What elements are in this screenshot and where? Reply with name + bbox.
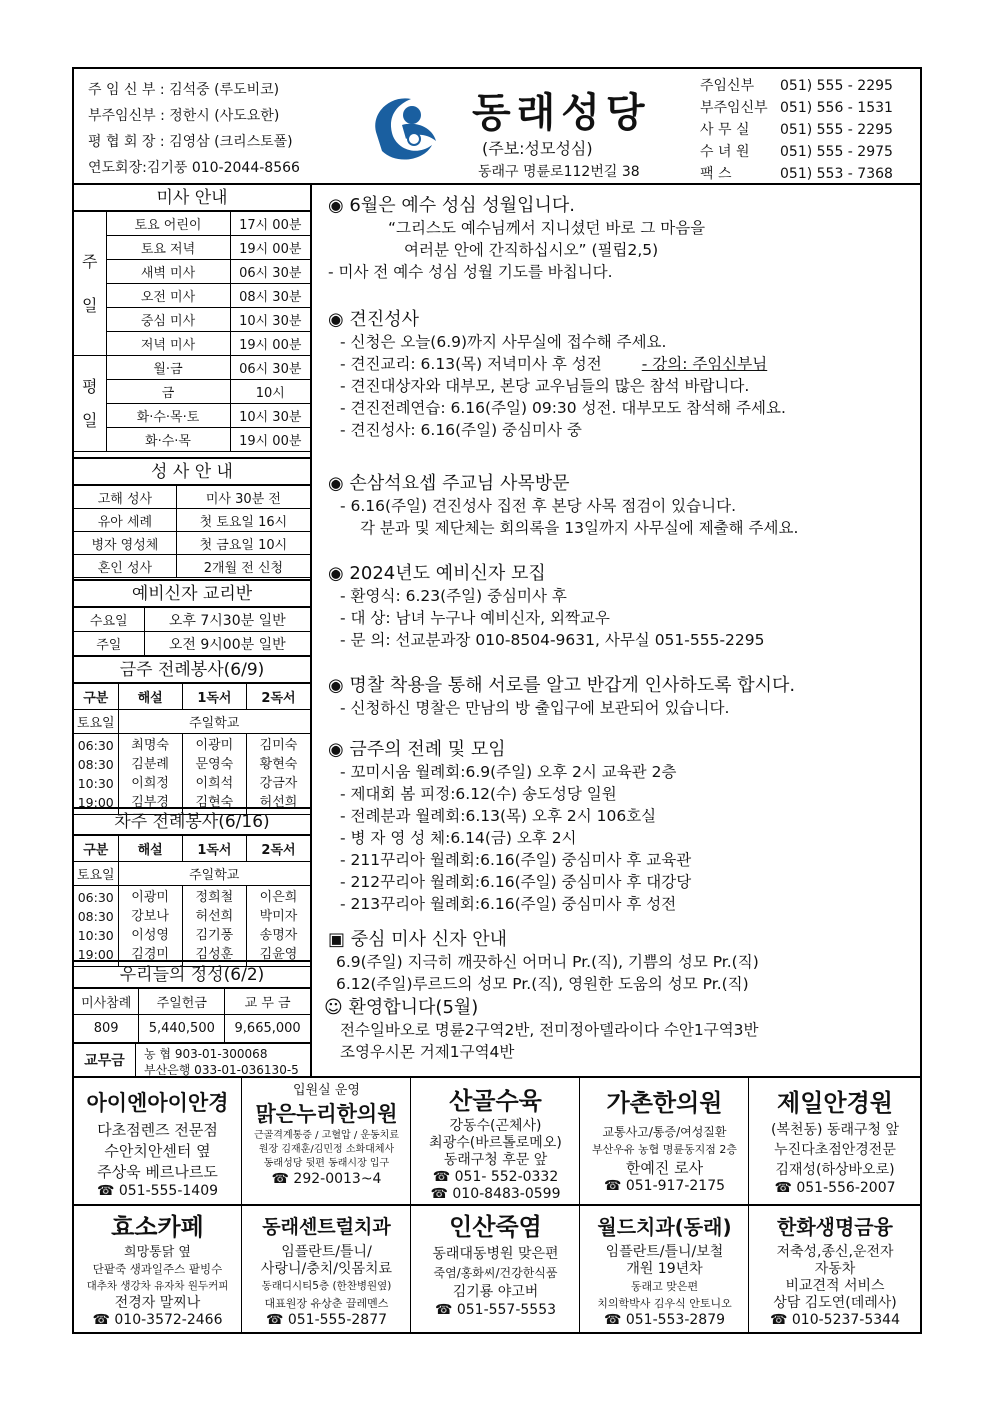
ad-insurance: 한화생명금융 저축성,종신,운전자 자동차 비교견적 서비스 상담 김도연(데레사) ☎ 010-5237-5344: [770, 1215, 900, 1328]
parish-logo-icon: [366, 87, 446, 167]
ad-world-dental: 월드치과(동래) 임플란트/틀니/보철 개원 19년차 동래고 맞은편 치의학박사 김우식 안토니오 ☎ 051-553-2879: [581, 1206, 749, 1334]
left-column: [74, 185, 312, 1076]
contact-list: [700, 75, 893, 185]
clergy-list: [88, 77, 300, 181]
notice-main-mass: ▣ 중심 미사 신자 안내 6.9(주일) 지극히 깨끗하신 어머니 Pr.(직), 기쁨의 성모 Pr.(직) 6.12(주일)루르드의 성모 Pr.(직), 영원한 도움의 성모 Pr.(직): [328, 929, 759, 993]
next-week-liturgy: 차주 전례봉사(6/16) 구분 해설 1독서 2독서 토요일 주일학교 06:30 08:30 10:30 19:00 이광미 강보나 이성영 김경미 정희철 허선희 김기풍 김성훈 이은희 박미자 송명자 김윤영: [74, 807, 310, 967]
offering-summary: 우리들의 정성(6/2) 미사참례 주일헌금 교 무 금 809 5,440,500 9,665,000 교무금 농 협 903-01-300068 부산은행 033-01-036130-5: [74, 960, 310, 1079]
ad-dental: 동래센트럴치과 임플란트/틀니/ 사랑니/충치/잇몸치료 동래디시티5층 (한찬병원옆) 대표원장 유상춘 끌레멘스 ☎ 051-555-2877: [243, 1206, 411, 1334]
ad-restaurant: 산골수육 강동수(곤체사) 최광수(바르톨로메오) 동래구청 후문 앞 ☎ 051- 552-0332 ☎ 010-8483-0599: [412, 1078, 580, 1206]
notice-welcome: ☺ 환영합니다(5월) 전수일바오로 명륜2구역2반, 전미정아델라이다 수안1구역3반 조영우시몬 거제1구역4반: [324, 997, 759, 1061]
mass-title: 미사 안내: [74, 185, 310, 211]
notice-confirmation: ◉ 견진성사 - 신청은 오늘(6.9)까지 사무실에 접수해 주세요. - 견진교리: 6.13(목) 저녁미사 후 성전 - 강의: 주임신부님 - 견진대상자와 대부모, 본당 교우님들의 많은 참석 바랍니다. - 견진전례연습: 6.16(주일) 09:30 성전. 대부모도 참석해 주세요. - 견진성사: 6.16(주일) 중심미사 중: [328, 309, 786, 439]
contact-row: 사 무 실 051) 555 - 2295: [700, 122, 893, 138]
advertisements: [74, 1076, 920, 1332]
contact-row: 팩 스 051) 553 - 7368: [700, 166, 893, 182]
deanery-president-line: 연도회장:김기풍 010-2044-8566: [88, 160, 300, 176]
assistant-pastor-line: 부주임신부 : 정한시 (사도요한): [88, 108, 280, 124]
notice-catechumen: ◉ 2024년도 예비신자 모집 - 환영식: 6.23(주일) 중심미사 후 - 대 상: 남녀 누구나 예비신자, 외짝교우 - 문 의: 선교분과장 010-8504-9631, 사무실 051-555-2295: [328, 563, 765, 649]
notice-name-tag: ◉ 명찰 착용을 통해 서로를 알고 반갑게 인사하도록 합시다. - 신청하신 명찰은 만남의 방 출입구에 보관되어 있습니다.: [328, 675, 796, 717]
notice-meetings: ◉ 금주의 전례 및 모임 - 꼬미시움 월례회:6.9(주일) 오후 2시 교육관 2층 - 제대회 봄 피정:6.12(수) 송도성당 일원 - 전례분과 월례회:6.13(목) 오후 2시 106호실 - 병 자 영 성 체:6.14(금) 오후 2시 - 211꾸리아 월례회:6.16(주일) 중심미사 후 교육관 - 212꾸리아 월례회:6.16(주일) 중심미사 후 대강당 - 213꾸리아 월례회:6.16(주일) 중심미사 후 성전: [328, 739, 692, 913]
this-week-liturgy: 금주 전례봉사(6/9) 구분 해설 1독서 2독서 토요일 주일학교 06:30 08:30 10:30 19:00 최명숙 김분례 이희정 김부경 이광미 문영숙 이희석 김현숙 김미숙 황현숙 강금자 허선희: [74, 655, 310, 815]
pastor-line: 주 임 신 부 : 김석중 (루도비코): [88, 82, 280, 98]
notice-bishop-visit: ◉ 손삼석요셉 주교님 사목방문 - 6.16(주일) 견진성사 집전 후 본당 사목 점검이 있습니다. 각 분과 및 제단체는 회의록을 13일까지 사무실에 제출해 주세요.: [328, 473, 799, 537]
notice-sacred-heart: ◉ 6월은 예수 성심 성월입니다. “그리스도 예수님께서 지니셨던 바로 그 마음을 여러분 안에 간직하십시오” (필립2,5) - 미사 전 예수 성심 성월 기도를 바칩니다.: [328, 195, 706, 281]
address: 동래구 명륜로112번길 38: [478, 164, 640, 180]
contact-row: 수 녀 원 051) 555 - 2975: [700, 144, 893, 160]
ad-optical: 아이엔아이안경 다초점렌즈 전문점 수안치안센터 옆 주상욱 베르나르도 ☎ 051-555-1409: [74, 1078, 242, 1206]
contact-row: 부주임신부 051) 556 - 1531: [700, 100, 893, 116]
sacrament-info: 성 사 안 내 고해 성사 미사 30분 전 유아 세례 첫 토요일 16시 병자 영성체 첫 금요일 10시 혼인 성사 2개월 전 신청: [74, 457, 310, 578]
sacrament-table: 고해 성사 미사 30분 전 유아 세례 첫 토요일 16시 병자 영성체 첫 금요일 10시 혼인 성사 2개월 전 신청: [74, 485, 310, 578]
patron: (주보:성모성심): [482, 139, 593, 158]
parish-title: 동래성당: [472, 90, 651, 136]
ad-optician: 제일안경원 (복천동) 동래구청 앞 누진다초점안경전문 김재성(하상바오로) ☎ 051-556-2007: [770, 1089, 900, 1196]
contact-row: 주임신부 051) 555 - 2295: [700, 78, 893, 94]
header: [74, 69, 920, 185]
bulletin-frame: [72, 67, 922, 1334]
mass-schedule: [74, 185, 310, 452]
bank-accounts: 교무금 농 협 903-01-300068 부산은행 033-01-036130-5: [74, 1043, 310, 1079]
ad-clinic: 입원실 운영 맑은누리한의원 근골격계통증 / 고혈압 / 운동치료 원장 김재훈/김민정 소화대체사 동래성당 뒷편 동래시장 입구 ☎ 292-0013~4: [243, 1078, 411, 1206]
council-president-line: 평 협 회 장 : 김영삼 (크리스토폴): [88, 134, 293, 150]
ad-bamboo-salt: 인산죽염 동래대동병원 맞은편 죽염/홍화씨/건강한식품 김기룡 야고버 ☎ 051-557-5553: [412, 1206, 580, 1334]
notices: [312, 185, 920, 1076]
mass-table: 주 일 토요 어린이 17시 00분 토요 저녁 19시 00분 새벽 미사 06시 30분 오전 미사 08시 30분 중심 미사 10시 30분 저녁 미사 19시 00분 평 일 월·금 06시 30분 금 10시 화·수·목·토 10시 30분 화·수·목 19시 00분: [74, 211, 310, 452]
ad-oriental-clinic: 가촌한의원 교통사고/통증/여성질환 부산우유 농협 명륜동지점 2층 한예진 로사 ☎ 051-917-2175: [581, 1078, 749, 1206]
catechumen-class: 예비신자 교리반 수요일 오후 7시30분 일반 주일 오전 9시00분 일반: [74, 579, 310, 656]
ad-cafe: 효소카페 희망통닭 옆 단팥죽 생과일주스 팥빙수 대추차 생강차 유자차 원두커피 전경자 말찌나 ☎ 010-3572-2466: [74, 1206, 242, 1334]
